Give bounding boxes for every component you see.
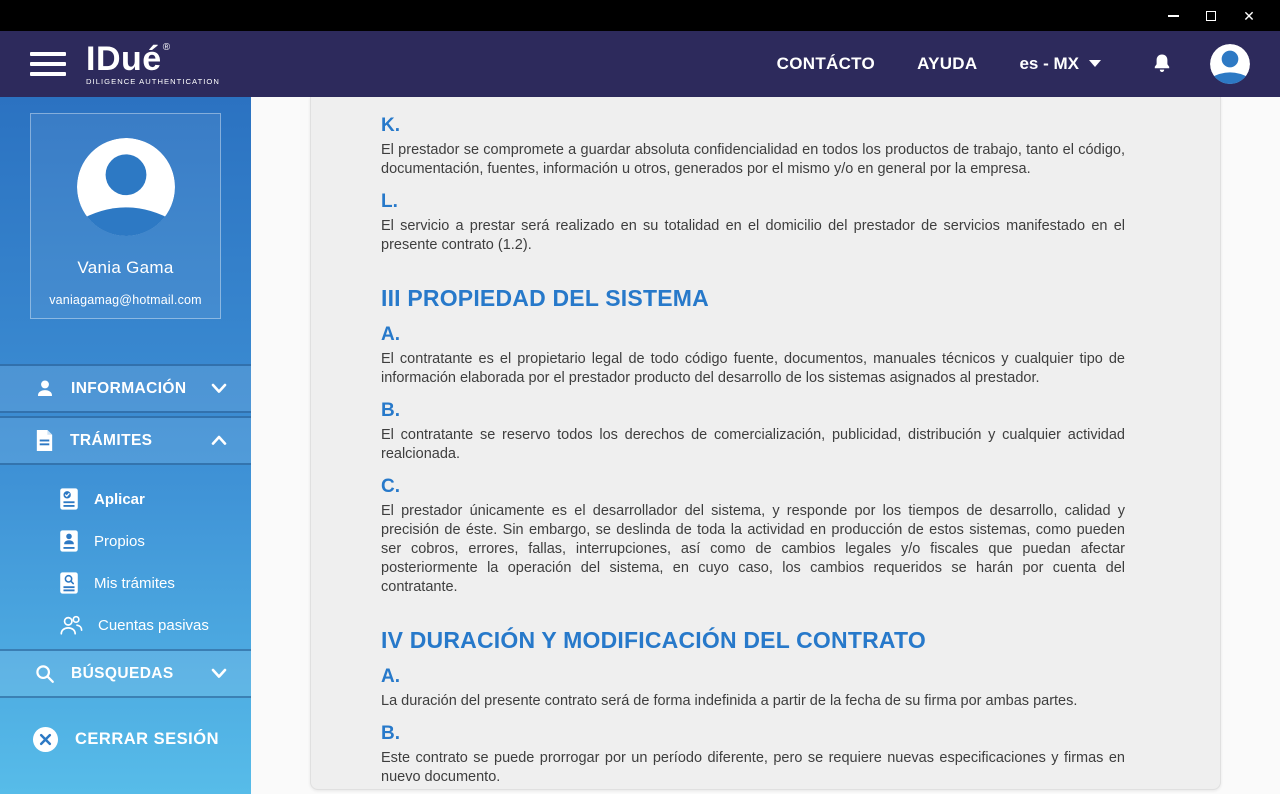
clause-text: La duración del presente contrato será de forma indefinida a partir de la fecha de su firma por ambas partes. [381, 693, 1078, 709]
logo-title: IDué [86, 40, 162, 79]
help-link[interactable]: AYUDA [917, 54, 978, 73]
section-title: III PROPIEDAD DEL SISTEMA [381, 285, 709, 311]
document-person-icon [58, 529, 80, 553]
menu-hamburger-icon[interactable] [30, 52, 66, 76]
contract-section [381, 324, 1125, 388]
registered-mark: ® [162, 42, 171, 54]
profile-name: Vania Gama [77, 258, 174, 277]
maximize-button[interactable] [1196, 5, 1226, 27]
clause-text: El servicio a prestar será realizado en su totalidad en el domicilio del prestador de servicios manifestado en el presente contrato (1.2). [381, 218, 1125, 253]
sidebar-item-label: Propios [94, 532, 145, 550]
maximize-icon [1206, 11, 1216, 21]
document-icon [34, 429, 55, 452]
avatar-icon [1210, 44, 1250, 84]
close-circle-icon [32, 726, 59, 753]
sidebar-item-informacion[interactable] [0, 364, 251, 413]
close-button[interactable] [1234, 5, 1264, 27]
profile-avatar-icon [77, 138, 175, 236]
chevron-down-icon [211, 383, 227, 394]
section-title: IV DURACIÓN Y MODIFICACIÓN DEL CONTRATO [381, 627, 926, 653]
main-area [251, 97, 1280, 794]
contract-section [381, 191, 1125, 255]
clause-heading: K. [381, 115, 400, 136]
clause-heading: C. [381, 476, 400, 497]
sidebar-item-tramites[interactable] [0, 416, 251, 465]
app-logo [86, 42, 220, 86]
window-titlebar [0, 0, 1280, 31]
contract-section [381, 666, 1125, 711]
minimize-button[interactable] [1158, 5, 1188, 27]
sidebar [0, 97, 251, 794]
sidebar-item-cuentas-pasivas[interactable] [0, 604, 251, 646]
contract-section [381, 400, 1125, 464]
clause-heading: B. [381, 723, 400, 744]
close-icon: ✕ [1243, 7, 1255, 24]
sidebar-item-label: Cuentas pasivas [98, 616, 209, 634]
people-icon [58, 613, 84, 637]
logout-button[interactable] [0, 726, 251, 753]
clause-text: El contratante se reservo todos los derechos de comercialización, publicidad, distribución y cualquier actividad realcionada. [381, 427, 1125, 462]
clause-text: El prestador únicamente es el desarrollador del sistema, y responde por los tiempos de desarrollo, calidad y precisión de éste. Sin embargo, se deslinda de toda la actividad en producción de estos sistemas, como pueden ser cobros, errores, fallas, interrupciones, así como de cambios legales y/o fiscales que puedan afectar posteriormente la operación del sistema, en cuyo caso, los cambios requeridos se harán por cuenta del contratante. [381, 503, 1125, 595]
sidebar-item-label: Aplicar [94, 490, 145, 508]
notifications-button[interactable] [1152, 53, 1172, 75]
search-icon [34, 663, 56, 685]
bell-icon [1152, 53, 1172, 75]
tramites-submenu [0, 465, 251, 646]
contract-section [381, 115, 1125, 179]
person-icon [34, 378, 56, 400]
sidebar-item-aplicar[interactable] [0, 478, 251, 520]
document-check-icon [58, 487, 80, 511]
profile-card [30, 113, 221, 319]
language-value: es - MX [1019, 54, 1079, 73]
language-selector[interactable] [1019, 54, 1102, 74]
clause-text: El contratante es el propietario legal de todo código fuente, documentos, manuales técnicos y cualquier tipo de información elaborada por el prestador producto del desarrollo de los sistemas asignados al prestador. [381, 351, 1125, 386]
contact-link[interactable]: CONTÁCTO [776, 54, 876, 73]
document-search-icon [58, 571, 80, 595]
logo-subtitle: DILIGENCE AUTHENTICATION [86, 77, 220, 87]
clause-heading: A. [381, 324, 400, 345]
clause-text: Este contrato se puede prorrogar por un período diferente, pero se requiere nuevas especificaciones y firmas en nuevo documento. [381, 750, 1125, 785]
logout-label: CERRAR SESIÓN [75, 730, 220, 748]
app-header [0, 31, 1280, 97]
chevron-up-icon [211, 435, 227, 446]
sidebar-item-mis-tramites[interactable] [0, 562, 251, 604]
chevron-down-icon [1088, 59, 1102, 69]
clause-heading: L. [381, 191, 398, 212]
sidebar-item-label: TRÁMITES [70, 431, 153, 449]
clause-text: El prestador se compromete a guardar absoluta confidencialidad en todos los productos de trabajo, tanto el código, documentación, fuentes, información u otros, generados por el mismo y/o en general por la empresa. [381, 142, 1125, 177]
clause-heading: A. [381, 666, 400, 687]
contract-document[interactable] [310, 97, 1221, 790]
sidebar-item-label: INFORMACIÓN [71, 379, 187, 397]
user-avatar[interactable] [1210, 44, 1250, 84]
clause-heading: B. [381, 400, 400, 421]
sidebar-item-propios[interactable] [0, 520, 251, 562]
contract-section [381, 723, 1125, 787]
contract-section [381, 476, 1125, 597]
sidebar-item-label: Mis trámites [94, 574, 175, 592]
sidebar-item-busquedas[interactable] [0, 649, 251, 698]
minimize-icon [1168, 15, 1179, 17]
sidebar-item-label: BÚSQUEDAS [71, 664, 174, 682]
chevron-down-icon [211, 668, 227, 679]
profile-email: vaniagamag@hotmail.com [49, 293, 202, 307]
